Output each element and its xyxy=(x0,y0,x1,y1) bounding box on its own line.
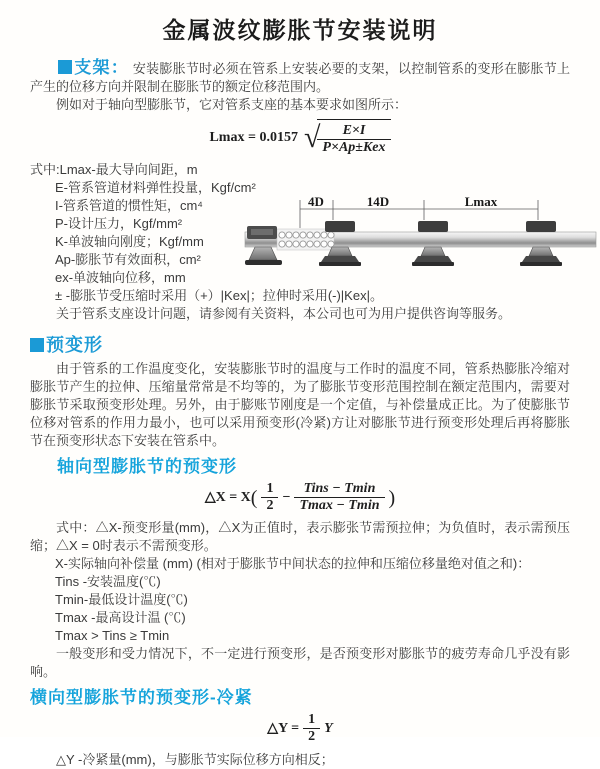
preform-section-header xyxy=(30,336,570,356)
one-half-fraction xyxy=(261,481,278,514)
lmax-formula xyxy=(30,119,570,156)
preform-paragraph: 由于管系的工作温度变化，安装膨胀节时的温度与工作时的温度不同，管系热膨胀冷缩对膨胀节产生的拉伸、压缩量常常是不均等的，为了膨胀节变形范围控制在额定范围内，需要对膨胀节采取预变形处理。另外，由于膨账节刚度是一个定值，与补偿量成正比。为了使膨胀节位移对管系的作用力最小，也可以采用预变形(冷紧)方让对膨胀节进行预变形处理后再将膨胀节在预变形状态下安装在管系中。 xyxy=(30,361,570,449)
minus-sign: − xyxy=(282,489,291,505)
definition-line: 式中:Lmax-最大导向间距，m xyxy=(30,162,198,178)
lmax-formula-denominator: P×Ap±Kex xyxy=(317,139,390,156)
lateral-formula-rhs: Y xyxy=(324,720,333,736)
lmax-formula-lhs: Lmax = 0.0157 xyxy=(209,129,298,145)
lateral-formula-lhs: △Y = xyxy=(267,720,300,736)
definition-line: P-设计压力，Kgf/mm² xyxy=(55,216,183,232)
definition-line: X-实际轴向补偿量 (mm) (相对于膨胀节中间状态的拉伸和压缩位移量绝对值之和)： xyxy=(55,556,531,572)
support-intro-text: 安装膨胀节时必须在管系上安装必要的支架，以控制管系的变形在膨胀节上产生的位移方向并限制在膨胀节的额定位移范围内。 xyxy=(30,61,570,94)
lateral-note: △Y -冷紧量(mm)，与膨胀节实际位移方向相反； xyxy=(56,751,334,767)
lateral-preform-formula xyxy=(30,712,570,745)
radical-body xyxy=(317,119,390,156)
definition-line: E-管系管道材料弹性投量，Kgf/cm² xyxy=(55,180,256,196)
definition-line: K-单波轴向刚度；Kgf/mm xyxy=(55,234,204,250)
definition-line: Tmax > Tins ≥ Tmin xyxy=(55,628,170,644)
one-half-fraction xyxy=(303,712,320,745)
definition-line: Tmax -最高设计温 (℃) xyxy=(55,610,186,626)
definition-line: I-管系管道的惯性矩，cm⁴ xyxy=(55,198,203,214)
definition-line: Tins -安装温度(℃) xyxy=(55,574,161,590)
fraction-numerator: Tins − Tmin xyxy=(303,481,376,497)
axial-formula-lhs: △X = X xyxy=(204,489,251,505)
temperature-fraction xyxy=(294,481,384,514)
support-section-paragraph xyxy=(30,59,570,96)
dim-label-4d: 4D xyxy=(308,194,324,209)
preform-section-label: 预变形 xyxy=(46,335,103,356)
axial-preform-subheader: 轴向型膨胀节的预变形 xyxy=(57,457,237,477)
definition-line: Ap-膨胀节有效面积，cm² xyxy=(55,252,201,268)
fraction-denominator: 2 xyxy=(261,497,278,514)
section-marker-icon xyxy=(58,60,72,74)
radical-sign: √ xyxy=(303,120,321,154)
axial-note-2: 一般变形和受力情况下，不一定进行预变形，是否预变形对膨胀节的疲劳寿命几乎没有影响。 xyxy=(30,646,570,680)
page-title: 金属波纹膨胀节安装说明 xyxy=(162,17,438,43)
document-body xyxy=(0,59,600,769)
lateral-preform-subheader: 横向型膨胀节的预变形-冷紧 xyxy=(30,688,253,708)
left-paren: ( xyxy=(250,486,258,509)
fraction-denominator: Tmax − Tmin xyxy=(294,497,384,514)
bellows-joint xyxy=(277,229,334,250)
dim-label-lmax: Lmax xyxy=(464,194,498,209)
fraction-numerator: 1 xyxy=(266,481,274,497)
consulting-note: 关于管系支座设计问题，请参阅有关资料，本公司也可为用户提供咨询等服务。 xyxy=(56,306,512,322)
definition-line: ex-单波轴向位移，mm xyxy=(55,270,186,286)
definition-line: Tmin-最低设计温度(℃) xyxy=(55,592,188,608)
right-paren: ) xyxy=(388,486,396,509)
fraction-numerator: 1 xyxy=(308,712,316,728)
plus-minus-note: ± -膨胀节受压缩时采用（+）|Kex|；拉伸时采用(-)|Kex|。 xyxy=(55,288,383,304)
axial-note-1: 式中：△X-预变形量(mm)，△X为正值时，表示膨张节需预拉伸；为负值时，表示需预压缩；△X = 0时表示不需预变形。 xyxy=(30,520,570,554)
axial-preform-formula xyxy=(30,481,570,514)
lmax-formula-numerator: E×I xyxy=(342,123,366,138)
section-marker-icon xyxy=(30,338,44,352)
axial-variable-definitions xyxy=(30,555,570,645)
support-requirement-diagram xyxy=(243,192,598,270)
fraction-denominator: 2 xyxy=(303,728,320,745)
dim-label-14d: 14D xyxy=(366,194,390,209)
support-section-label: 支架： xyxy=(74,58,130,77)
support-example-text: 例如对于轴向型膨胀节，它对管系支座的基本要求如图所示： xyxy=(56,97,408,112)
